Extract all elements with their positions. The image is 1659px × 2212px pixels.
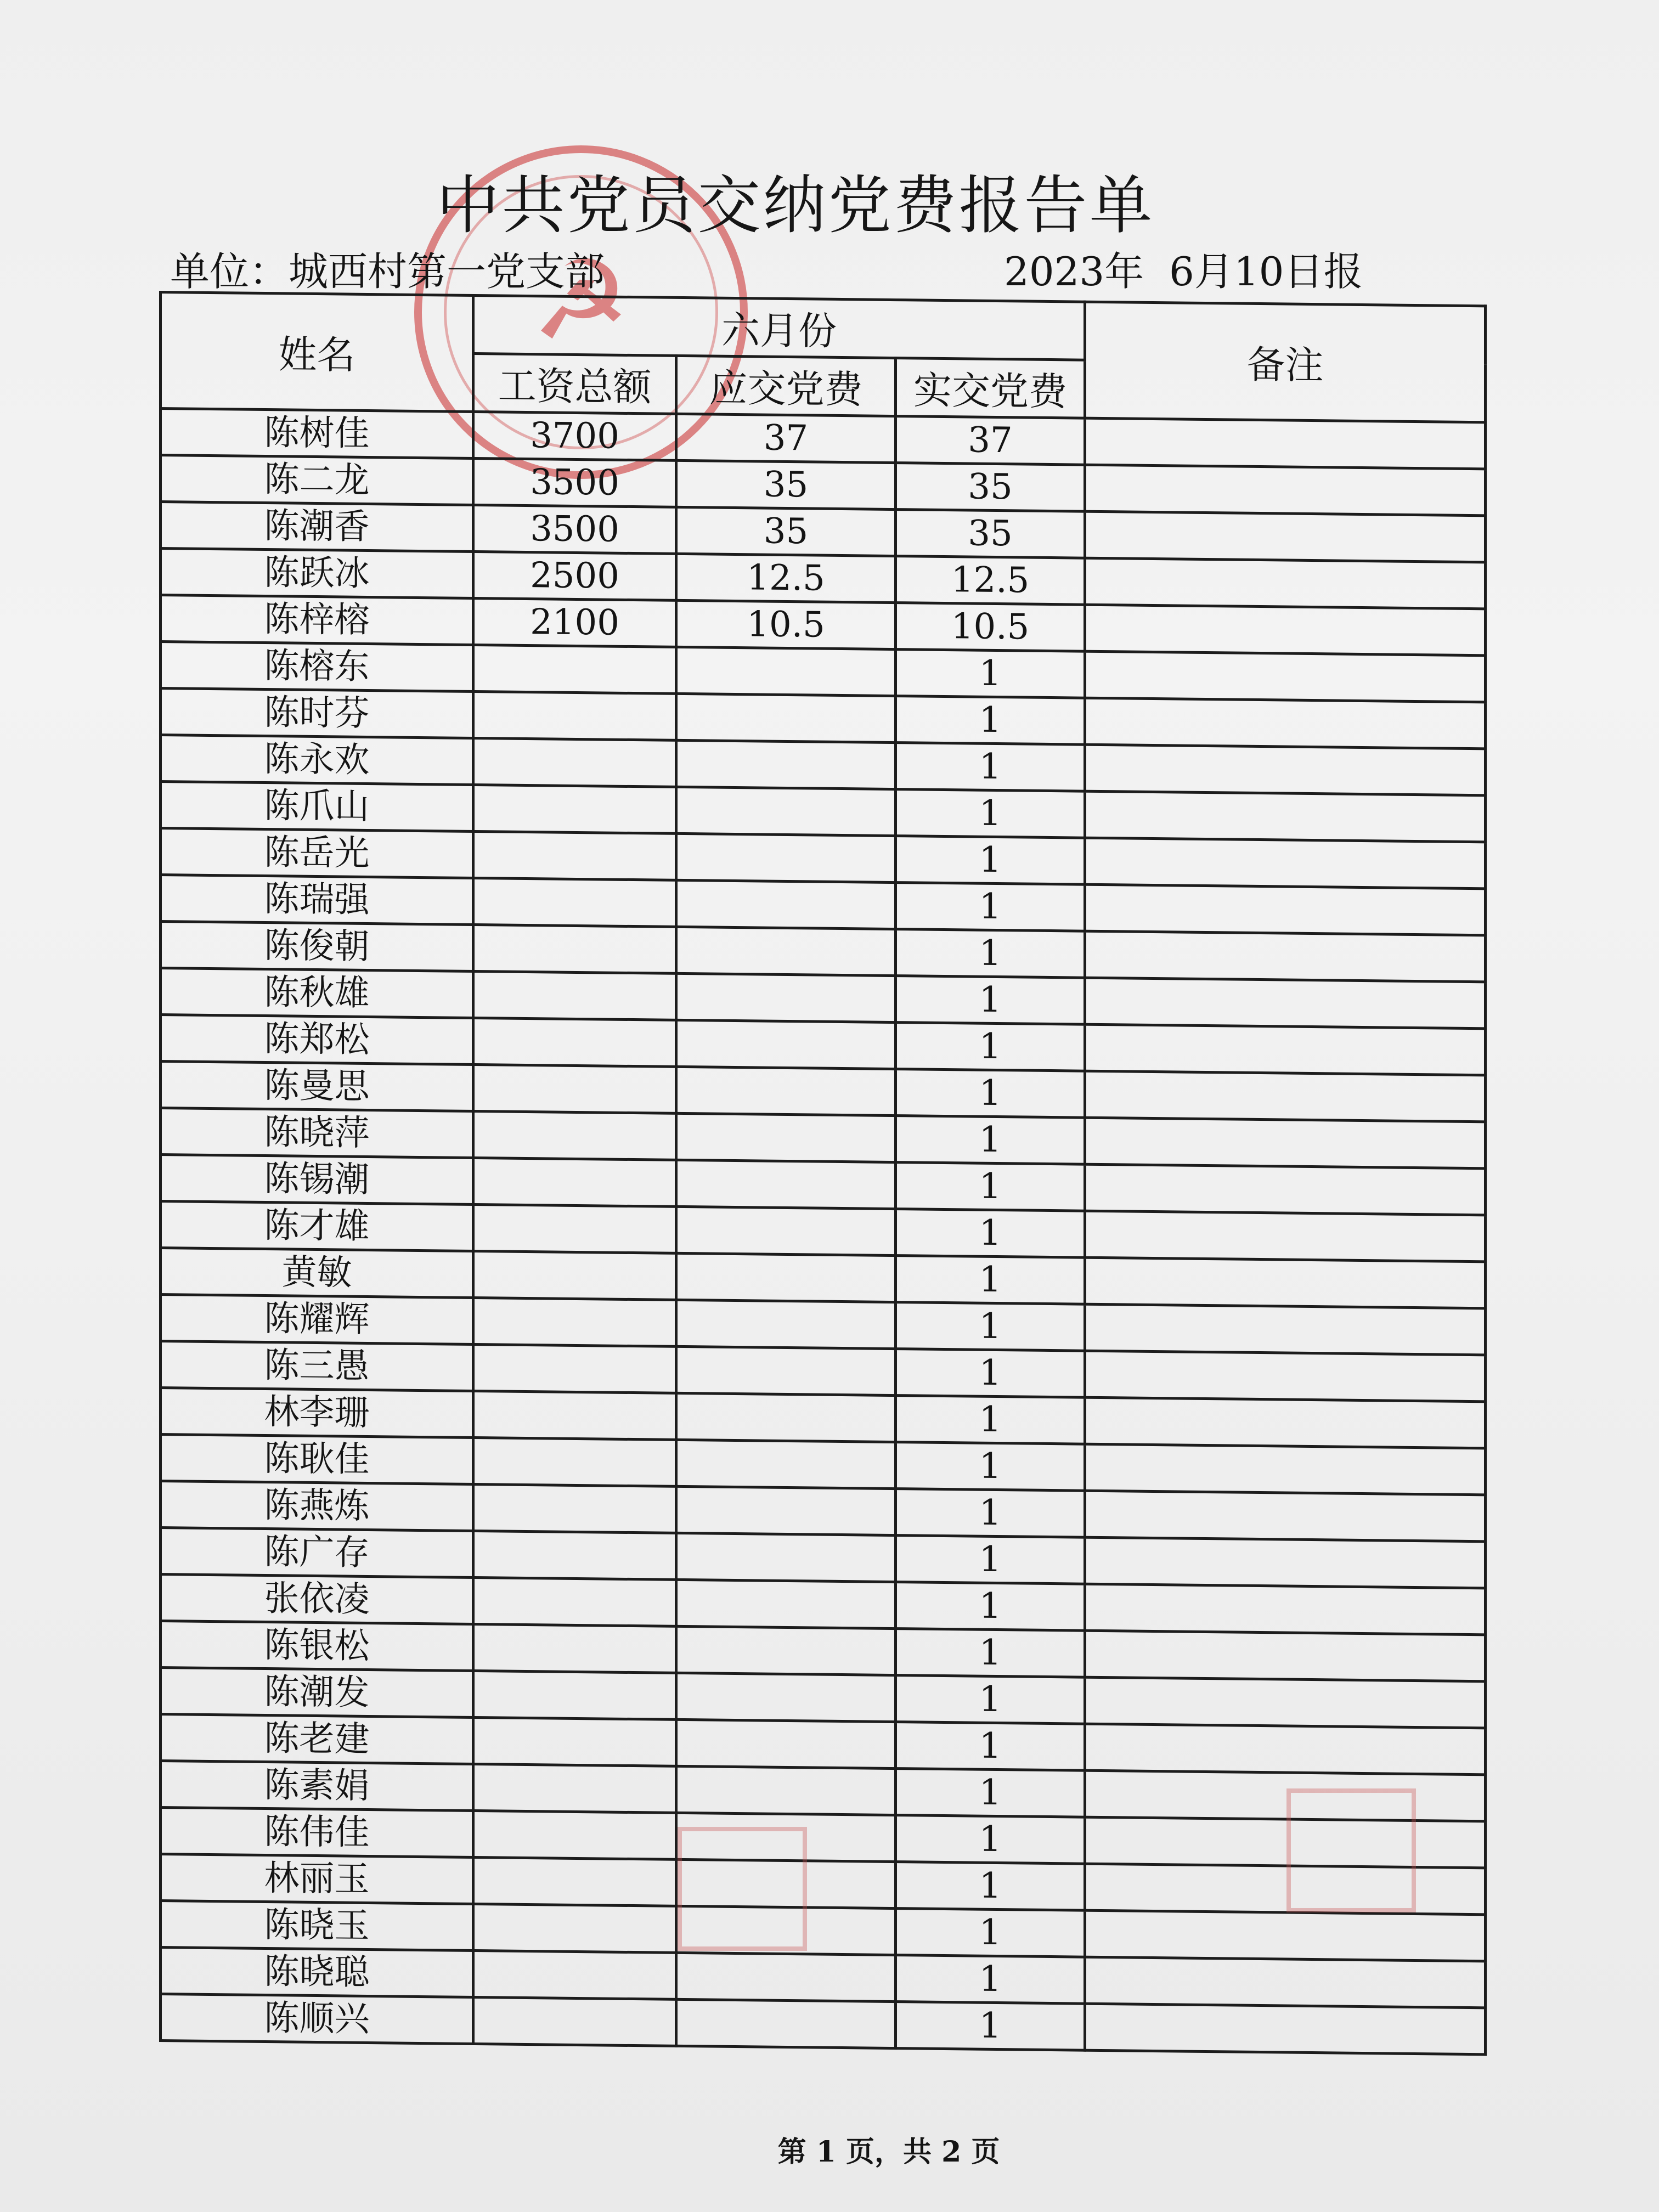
cell-paid: 1 [896, 1536, 1085, 1584]
cell-remarks [1085, 791, 1486, 842]
cell-salary [473, 1484, 676, 1533]
cell-remarks [1085, 1724, 1486, 1775]
cell-remarks [1085, 511, 1486, 562]
cell-paid: 1 [896, 789, 1085, 838]
cell-name: 陈潮香 [161, 502, 473, 552]
cell-remarks [1085, 1584, 1486, 1635]
cell-name: 陈郑松 [161, 1015, 473, 1065]
header-remarks: 备注 [1085, 302, 1486, 422]
cell-name: 陈时芬 [161, 689, 473, 738]
cell-remarks [1085, 1444, 1486, 1495]
cell-paid: 1 [896, 1629, 1085, 1678]
cell-due [676, 1440, 896, 1488]
cell-due: 35 [676, 460, 896, 509]
cell-remarks [1085, 465, 1486, 516]
cell-paid: 35 [896, 463, 1085, 512]
cell-salary [473, 1018, 676, 1066]
cell-name: 陈燕炼 [161, 1481, 473, 1531]
cell-name: 陈老建 [161, 1714, 473, 1764]
cell-paid: 1 [896, 1116, 1085, 1165]
cell-name: 陈爪山 [161, 782, 473, 832]
cell-name: 陈榕东 [161, 642, 473, 692]
cell-paid: 1 [896, 1675, 1085, 1724]
cell-name: 林丽玉 [161, 1854, 473, 1904]
cell-salary [473, 1344, 676, 1393]
cell-remarks [1085, 931, 1486, 982]
cell-salary [473, 924, 676, 973]
cell-name: 陈曼思 [161, 1062, 473, 1111]
cell-due [676, 1160, 896, 1209]
cell-name: 陈伟佳 [161, 1808, 473, 1858]
cell-due: 35 [676, 507, 896, 556]
cell-paid: 35 [896, 510, 1085, 558]
cell-name: 林李珊 [161, 1388, 473, 1438]
cell-salary [473, 645, 676, 693]
report-date: 2023年 6月10日报 [1004, 249, 1363, 295]
cell-due: 37 [676, 414, 896, 462]
cell-due: 10.5 [676, 600, 896, 649]
cell-paid: 1 [896, 1163, 1085, 1211]
signature-stamp-left [678, 1827, 807, 1951]
cell-remarks [1085, 1910, 1486, 1961]
cell-remarks [1085, 651, 1486, 702]
cell-remarks [1085, 1630, 1486, 1681]
cell-name: 陈岳光 [161, 828, 473, 878]
cell-paid: 1 [896, 1489, 1085, 1538]
cell-salary [473, 1437, 676, 1486]
cell-salary [473, 1904, 676, 1953]
cell-due [676, 1113, 896, 1162]
header-paid: 实交党费 [896, 358, 1085, 419]
cell-remarks [1085, 838, 1486, 889]
cell-name: 陈耿佳 [161, 1435, 473, 1485]
cell-due [676, 1066, 896, 1115]
cell-due [676, 1253, 896, 1302]
cell-due [676, 1626, 896, 1675]
cell-salary [473, 1810, 676, 1859]
cell-salary [473, 1857, 676, 1906]
cell-remarks [1085, 1164, 1486, 1215]
cell-remarks [1085, 418, 1486, 469]
cell-paid: 1 [896, 1769, 1085, 1818]
cell-due [676, 647, 896, 696]
cell-name: 陈耀辉 [161, 1295, 473, 1345]
cell-paid: 1 [896, 976, 1085, 1025]
cell-paid: 1 [896, 1862, 1085, 1911]
cell-due [676, 693, 896, 742]
cell-remarks [1085, 1770, 1486, 1821]
header-salary: 工资总额 [473, 353, 676, 414]
cell-remarks [1085, 698, 1486, 749]
cell-salary [473, 1064, 676, 1113]
cell-name: 张依凌 [161, 1575, 473, 1624]
cell-paid: 1 [896, 1023, 1085, 1071]
cell-name: 陈晓玉 [161, 1901, 473, 1951]
cell-due [676, 927, 896, 975]
cell-salary: 2500 [473, 551, 676, 600]
cell-name: 陈瑞强 [161, 875, 473, 925]
header-due: 应交党费 [676, 356, 896, 416]
cell-name: 陈三愚 [161, 1341, 473, 1391]
header-month: 六月份 [473, 295, 1085, 360]
cell-paid: 1 [896, 1069, 1085, 1118]
cell-salary [473, 1624, 676, 1673]
cell-due [676, 1206, 896, 1255]
cell-name: 陈银松 [161, 1621, 473, 1671]
cell-paid: 1 [896, 883, 1085, 932]
cell-paid: 1 [896, 1955, 1085, 2004]
cell-remarks [1085, 1118, 1486, 1169]
cell-name: 陈广存 [161, 1528, 473, 1578]
cell-name: 陈俊朝 [161, 922, 473, 972]
cell-salary [473, 1111, 676, 1160]
cell-remarks [1085, 744, 1486, 795]
cell-paid: 1 [896, 2002, 1085, 2051]
cell-remarks [1085, 605, 1486, 656]
cell-salary [473, 738, 676, 787]
cell-salary [473, 1997, 676, 2046]
cell-remarks [1085, 1537, 1486, 1588]
cell-remarks [1085, 1817, 1486, 1868]
cell-due [676, 1346, 896, 1395]
cell-remarks [1085, 1677, 1486, 1728]
cell-name: 陈秋雄 [161, 968, 473, 1018]
cell-paid: 1 [896, 1442, 1085, 1491]
cell-paid: 10.5 [896, 603, 1085, 652]
cell-paid: 1 [896, 1909, 1085, 1957]
cell-name: 陈锡潮 [161, 1155, 473, 1205]
cell-salary [473, 971, 676, 1020]
cell-paid: 1 [896, 1256, 1085, 1305]
cell-paid: 1 [896, 1349, 1085, 1398]
cell-name: 陈二龙 [161, 455, 473, 505]
cell-paid: 1 [896, 1302, 1085, 1351]
cell-paid: 1 [896, 1582, 1085, 1631]
header-name: 姓名 [161, 292, 473, 412]
cell-remarks [1085, 1351, 1486, 1402]
cell-due [676, 880, 896, 929]
cell-due [676, 833, 896, 882]
cell-due [676, 1953, 896, 2001]
cell-salary [473, 1717, 676, 1766]
cell-remarks [1085, 1864, 1486, 1915]
cell-name: 陈素娟 [161, 1761, 473, 1811]
cell-name: 陈晓萍 [161, 1108, 473, 1158]
cell-due [676, 1766, 896, 1815]
cell-remarks [1085, 1304, 1486, 1355]
cell-paid: 1 [896, 1209, 1085, 1258]
cell-paid: 1 [896, 650, 1085, 698]
cell-remarks [1085, 1024, 1486, 1075]
cell-salary: 2100 [473, 598, 676, 647]
cell-remarks [1085, 2004, 1486, 2055]
cell-salary [473, 785, 676, 833]
cell-paid: 1 [896, 1815, 1085, 1864]
cell-remarks [1085, 1397, 1486, 1448]
cell-remarks [1085, 1257, 1486, 1308]
cell-remarks [1085, 884, 1486, 935]
cell-name: 陈跃冰 [161, 549, 473, 599]
cell-paid: 1 [896, 836, 1085, 885]
cell-name: 陈顺兴 [161, 1994, 473, 2044]
cell-due [676, 1719, 896, 1768]
cell-remarks [1085, 1071, 1486, 1122]
cell-name: 陈梓榕 [161, 595, 473, 645]
cell-due [676, 787, 896, 836]
cell-salary [473, 1764, 676, 1813]
cell-name: 陈晓聪 [161, 1948, 473, 1997]
cell-remarks [1085, 1957, 1486, 2008]
cell-paid: 1 [896, 929, 1085, 978]
cell-paid: 37 [896, 416, 1085, 465]
cell-salary [473, 1158, 676, 1206]
cell-paid: 1 [896, 743, 1085, 792]
cell-remarks [1085, 1491, 1486, 1542]
cell-salary [473, 1204, 676, 1253]
cell-salary [473, 831, 676, 880]
cell-salary [473, 878, 676, 927]
cell-paid: 12.5 [896, 556, 1085, 605]
cell-salary [473, 1251, 676, 1300]
cell-due [676, 1393, 896, 1442]
cell-name: 黄敏 [161, 1248, 473, 1298]
cell-salary: 3500 [473, 458, 676, 507]
cell-due [676, 1300, 896, 1348]
document-title: 中共党员交纳党费报告单 [436, 169, 1155, 242]
cell-paid: 1 [896, 1722, 1085, 1771]
cell-salary [473, 1671, 676, 1719]
cell-name: 陈才雄 [161, 1201, 473, 1251]
cell-due [676, 1579, 896, 1628]
signature-stamp-right [1286, 1788, 1416, 1912]
cell-name: 陈树佳 [161, 409, 473, 459]
cell-salary [473, 1577, 676, 1626]
cell-paid: 1 [896, 696, 1085, 745]
cell-salary [473, 1391, 676, 1440]
page-footer: 第 1 页，共 2 页 [777, 2135, 1000, 2169]
cell-due [676, 1999, 896, 2048]
cell-due: 12.5 [676, 554, 896, 602]
cell-due [676, 1020, 896, 1069]
cell-due [676, 1533, 896, 1582]
cell-salary: 3500 [473, 505, 676, 554]
cell-due [676, 1673, 896, 1722]
cell-paid: 1 [896, 1396, 1085, 1444]
cell-due [676, 740, 896, 789]
cell-remarks [1085, 1211, 1486, 1262]
cell-salary [473, 1297, 676, 1346]
cell-remarks [1085, 558, 1486, 609]
cell-salary [473, 691, 676, 740]
cell-due [676, 973, 896, 1022]
cell-name: 陈潮发 [161, 1668, 473, 1718]
cell-remarks [1085, 978, 1486, 1029]
cell-salary [473, 1531, 676, 1579]
party-emblem-icon: ☭ [532, 237, 630, 365]
cell-salary [473, 1950, 676, 1999]
cell-salary: 3700 [473, 411, 676, 460]
unit-label: 单位：城西村第一党支部 [170, 249, 605, 295]
cell-name: 陈永欢 [161, 735, 473, 785]
cell-due [676, 1486, 896, 1535]
